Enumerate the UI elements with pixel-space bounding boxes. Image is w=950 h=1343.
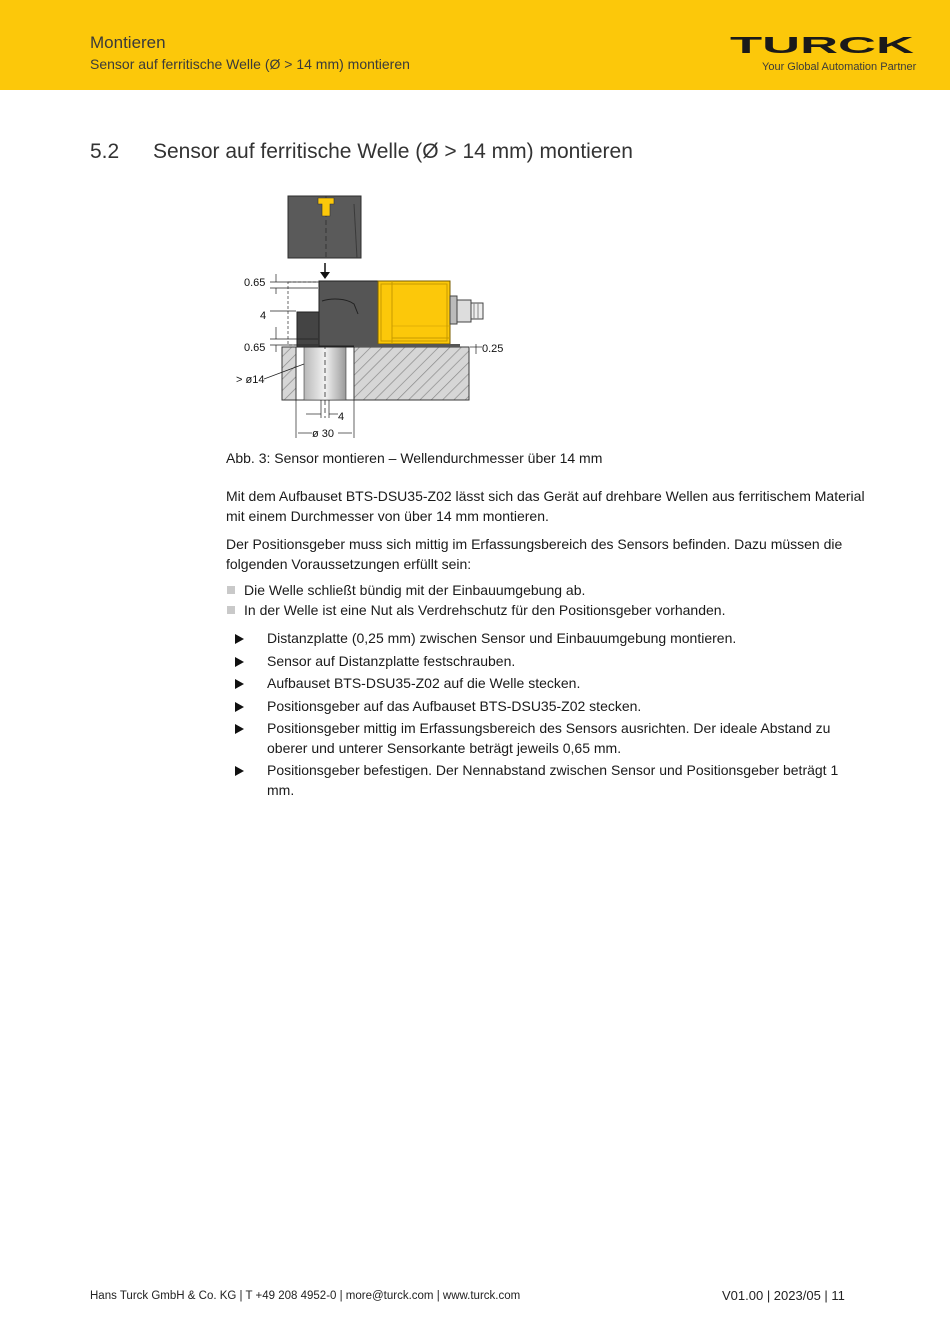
- dim-top-gap: 0.65: [244, 277, 266, 289]
- logo-wordmark: TURCK: [730, 34, 915, 56]
- bullet-square-icon: [227, 606, 235, 614]
- step-arrow-icon: [235, 766, 244, 776]
- sensor-body: [378, 281, 450, 344]
- turck-logo: [728, 34, 916, 56]
- step-arrow-icon: [235, 634, 244, 644]
- step-item: Sensor auf Distanzplatte festschrauben.: [235, 652, 855, 672]
- step-arrow-icon: [235, 657, 244, 667]
- step-item: Aufbauset BTS-DSU35-Z02 auf die Welle stecken.: [235, 674, 855, 694]
- step-arrow-icon: [235, 724, 244, 734]
- arrow-down-icon: [320, 272, 330, 279]
- list-item: In der Welle ist eine Nut als Verdrehschutz für den Positionsgeber vorhanden.: [226, 600, 866, 620]
- dim-bottom-gap: 0.65: [244, 342, 266, 354]
- dim-spacer: 0.25: [482, 343, 504, 355]
- step-item: Positionsgeber auf das Aufbauset BTS-DSU35-Z02 stecken.: [235, 697, 855, 717]
- sensor-face: [319, 281, 381, 346]
- step-item: Distanzplatte (0,25 mm) zwischen Sensor und Einbauumgebung montieren.: [235, 629, 855, 649]
- figure-caption: Abb. 3: Sensor montieren – Wellendurchmesser über 14 mm: [226, 450, 603, 466]
- footer-contact: Hans Turck GmbH & Co. KG | T +49 208 4952-0 | more@turck.com | www.turck.com: [90, 1290, 521, 1302]
- dim-shaft: > ø14: [236, 374, 265, 386]
- footer-version: V01.00 | 2023/05 | 11: [722, 1288, 845, 1303]
- intro-paragraph: Mit dem Aufbauset BTS-DSU35-Z02 lässt sich das Gerät auf drehbare Wellen aus ferritischem Material mit einem Durchmesser von über 14 mm montieren.: [226, 488, 865, 524]
- step-item: Positionsgeber mittig im Erfassungsbereich des Sensors ausrichten. Der ideale Abstand zu oberer und unterer Sensorkante beträgt jeweils 0,65 mm.: [235, 719, 855, 758]
- logo-tagline: Your Global Automation Partner: [762, 61, 917, 73]
- mounting-diagram: [226, 186, 526, 446]
- spacer-plate: [354, 344, 460, 347]
- step-arrow-icon: [235, 679, 244, 689]
- header-subtitle: Sensor auf ferritische Welle (Ø > 14 mm) montieren: [90, 56, 410, 72]
- connector: [450, 296, 457, 324]
- step-item: Positionsgeber befestigen. Der Nennabstand zwischen Sensor und Positionsgeber beträgt 1 mm.: [235, 761, 855, 800]
- section-title: Sensor auf ferritische Welle (Ø > 14 mm) montieren: [153, 140, 633, 163]
- dim-height: 4: [260, 310, 267, 322]
- requirements-list: [226, 580, 866, 620]
- bullet-square-icon: [227, 586, 235, 594]
- instruction-steps: [235, 629, 855, 803]
- step-arrow-icon: [235, 702, 244, 712]
- requirements-paragraph: Der Positionsgeber muss sich mittig im Erfassungsbereich des Sensors befinden. Dazu müssen die folgenden Voraussetzungen erfüllt sein:: [226, 536, 843, 572]
- section-number: 5.2: [90, 140, 120, 163]
- header-chapter: Montieren: [90, 33, 166, 52]
- page-header: [0, 0, 950, 90]
- dim-slot: 4: [338, 411, 345, 423]
- dim-diameter: ø 30: [312, 428, 335, 440]
- list-item: Die Welle schließt bündig mit der Einbauumgebung ab.: [226, 580, 866, 600]
